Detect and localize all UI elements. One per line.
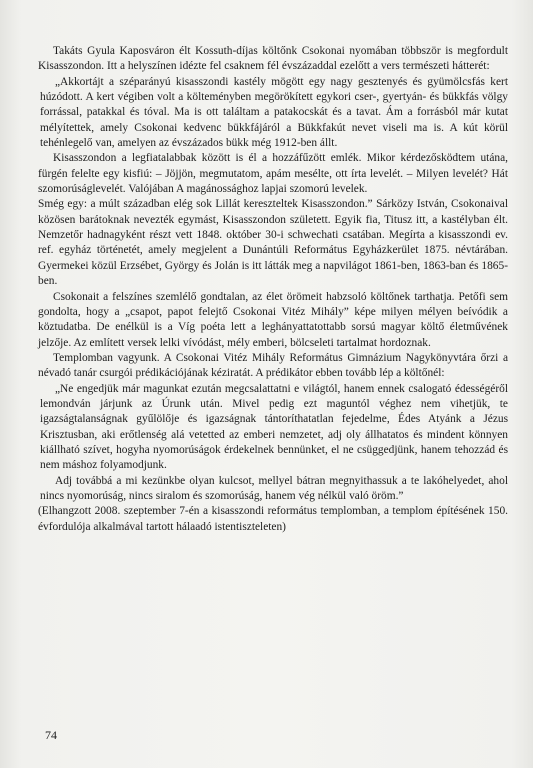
paragraph-footnote: (Elhangzott 2008. szeptember 7-én a kisasszondi református templomban, a templom építésének 150. évfordulója alkalmával tartott hálaadó istentiszteleten) xyxy=(38,505,508,533)
paragraph-sarkozy: Smég egy: a múlt században elég sok Lillát kereszteltek Kisasszondon.” Sárközy István, Csokonaival közösen barátoknak nevezték egymást, Kisasszondon született. Egyik fia, Titusz itt, a kastélyban élt. Nemzetőr hadnagyként részt vett 1848. október 30-i schwechati csatában. Megírta a kisasszondi ev. ref. egyház történetét, amely megjelent a Dunántúli Református Egyházkerület 1875. névtárában. Gyermekei közül Erzsébet, György és Jolán is itt látták meg a napvilágot 1861-ben, 1863-ban és 1865-ben. xyxy=(38,198,508,288)
paragraph-quote-boy: Kisasszondon a legfiatalabbak között is él a hozzáfűzött emlék. Mikor kérdezősködtem utána, fürgén felelte egy kisfiú: – Jöjjön, megmutatom, apám mesélte, ott írta levelét. – Milyen levelét? Hát szomorúságlevelét. Valójában A magánossághoz lapjai szomorú levelek. xyxy=(38,152,508,196)
paragraph-sermon-2: Adj továbbá a mi kezünkbe olyan kulcsot, mellyel bátran megnyithassuk a te lakóhelyedet, ahol nincs nyomorúság, nincs siralom és szomorúság, hanem vég nélkül való öröm.” xyxy=(40,474,508,502)
paragraph-quote-garden: „Akkortájt a széparányú kisasszondi kastély mögött egy nagy gesztenyés és gyümölcsfás kert húzódott. A kert végiben volt a költeményben megörökített egykori cser-, gyertyán- és bükkfás völgy forrással, patakkal és tóval. Ma is ott találtam a patakocskát és a tavat. Ám a forrásból már kutat mélyítettek, amely Csokonai kedvenc bükkfájáról a Bükkfakút nevet viseli ma is. A kút körül tehénlegelő van, amelyen az évszázados bükk még 1912-ben állt. xyxy=(40,75,508,150)
paragraph-templom: Templomban vagyunk. A Csokonai Vitéz Mihály Református Gimnázium Nagykönyvtára őrzi a névadó tanár csurgói prédikációjának kéziratát. A prédikátor ebben tovább lép a költőnél: xyxy=(38,351,508,380)
body-text xyxy=(38,44,508,535)
paragraph-petofi: Csokonait a felszínes szemlélő gondtalan, az élet örömeit habzsoló költőnek tarthatja. Petőfi sem gondolta, hogy a „csapot, papot felejtő Csokonai Vitéz Mihály” képe milyen mélyen beívódik a köztudatba. De enélkül is a Víg poéta lett a leghányattatottabb sorsú magyar költő életművének jelzője. Az említett versek lelki vívódást, mély emberi, bölcseleti tartalmat hordoznak. xyxy=(38,290,508,349)
paragraph-intro: Takáts Gyula Kaposváron élt Kossuth-díjas költőnk Csokonai nyomában többször is megfordult Kisasszondon. Itt a helyszínen idézte fel csaknem fél évszázaddal ezelőtt a vers természeti hátterét: xyxy=(38,45,508,73)
page-number: 74 xyxy=(45,728,57,742)
paragraph-sermon-1: „Ne engedjük már magunkat ezután megcsalattatni e világtól, hanem ennek csalogató édességéről lemondván járjunk az Úrunk után. Mivel pedig ezt maguntól véghez nem vihetjük, te igazságtalanságnak gyűlölője és igazságnak tántoríthatatlan fejedelme, Édes Atyánk a Jézus Krisztusban, aki erőtlenség alá vetetted az emberi nemzetet, adj oly állhatatos és mindent könnyen kiállható szívet, hogyha nyomorúságok érdekelnek bennünket, el ne csüggedjünk, hanem tehozzád és nem máshoz folyamodjunk. xyxy=(40,382,508,472)
